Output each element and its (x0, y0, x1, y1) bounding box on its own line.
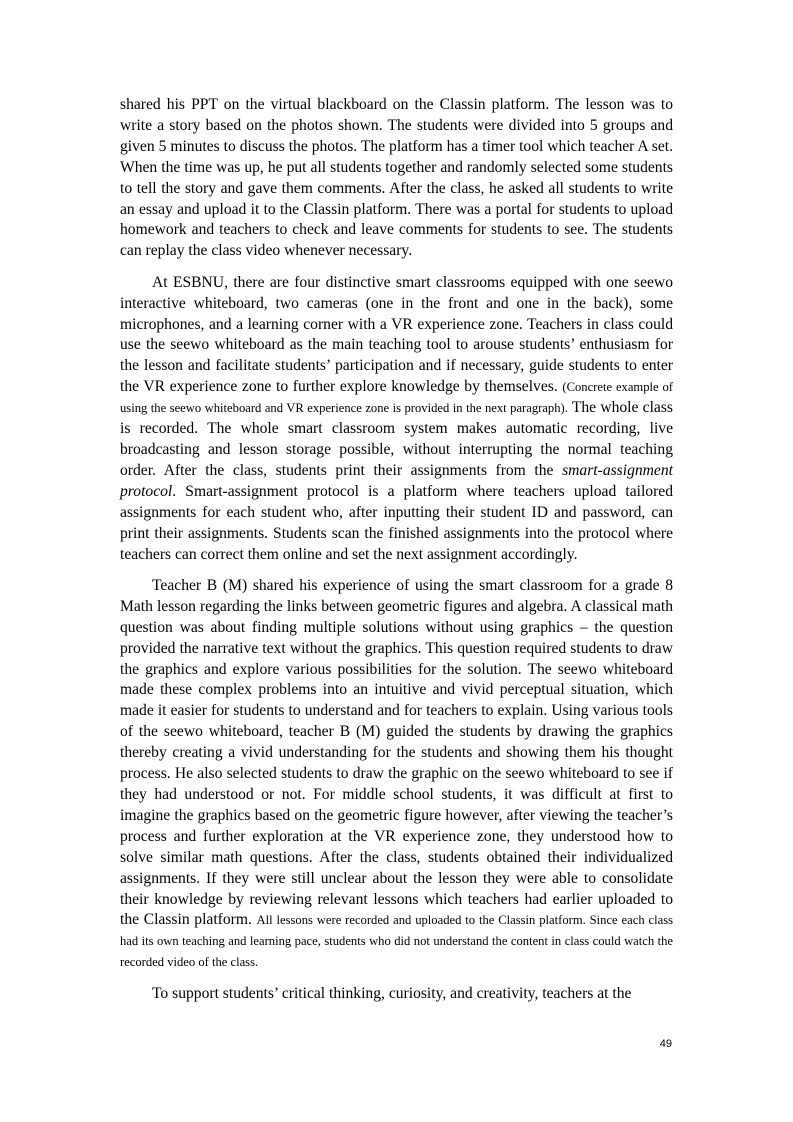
paragraph-2 (120, 273, 673, 566)
p3-text-1: Teacher B (M) shared his experience of using the smart classroom for a grade 8 Math lesson regarding the links between geometric figures and algebra. A classical math question was about finding multiple solutions without using graphics – the question provided the narrative text without the graphics. This question required students to draw the graphics and explore various possibilities for the solution. The seewo whiteboard made these complex problems into an intuitive and vivid perceptual situation, which made it easier for students to understand and for teachers to explain. Using various tools of the seewo whiteboard, teacher B (M) guided the students by drawing the graphics thereby creating a vivid understanding for the students and showing them his thought process. He also selected students to draw the graphic on the seewo whiteboard to see if they had understood or not. For middle school students, it was difficult at first to imagine the graphics based on the geometric figure however, after viewing the teacher’s process and further exploration at the VR experience zone, they understood how to solve similar math questions. After the class, students obtained their individualized assignments. If they were still unclear about the lesson they were able to consolidate their knowledge by reviewing relevant lessons which teachers had earlier uploaded to the Classin platform. (120, 576, 673, 929)
p2-italic-term: smart-assignment protocol (120, 461, 673, 500)
paragraph-4 (120, 984, 673, 1005)
p2-text-1: At ESBNU, there are four distinctive smart classrooms equipped with one seewo interactive whiteboard, two cameras (one in the front and one in the back), some microphones, and a learning corner with a VR experience zone. Teachers in class could use the seewo whiteboard as the main teaching tool to arouse students’ enthusiasm for the lesson and facilitate students’ participation and if necessary, guide students to enter the VR experience zone to further explore knowledge by themselves. (120, 273, 673, 396)
body-text (120, 95, 673, 1015)
p1-text: shared his PPT on the virtual blackboard on the Classin platform. The lesson was to write a story based on the photos shown. The students were divided into 5 groups and given 5 minutes to discuss the photos. The platform has a timer tool which teacher A set. When the time was up, he put all students together and randomly selected some students to tell the story and gave them comments. After the class, he asked all students to write an essay and upload it to the Classin platform. There was a portal for students to upload homework and teachers to check and leave comments for students to see. The students can replay the class video whenever necessary. (120, 96, 673, 260)
p2-text-2: The whole class is recorded. The whole smart classroom system makes automatic recording, live broadcasting and lesson storage possible, without interrupting the normal teaching order. After the class, students print their assignments from the (120, 399, 673, 479)
p2-small-note: (Concrete example of using the seewo whiteboard and VR experience zone is provided in the next paragraph). (120, 380, 673, 416)
page-number: 49 (659, 1038, 672, 1050)
paragraph-3 (120, 576, 673, 973)
paragraph-1 (120, 95, 673, 262)
p2-text-3: . Smart-assignment protocol is a platform where teachers upload tailored assignments for each student who, after inputting their student ID and password, can print their assignments. Students scan the finished assignments into the protocol where teachers can correct them online and set the next assignment accordingly. (120, 482, 673, 563)
p4-text: To support students’ critical thinking, curiosity, and creativity, teachers at the (152, 984, 632, 1002)
p3-small-note: All lessons were recorded and uploaded to the Classin platform. Since each class had its own teaching and learning pace, students who did not understand the content in class could watch the recorded video of the class. (120, 913, 673, 970)
